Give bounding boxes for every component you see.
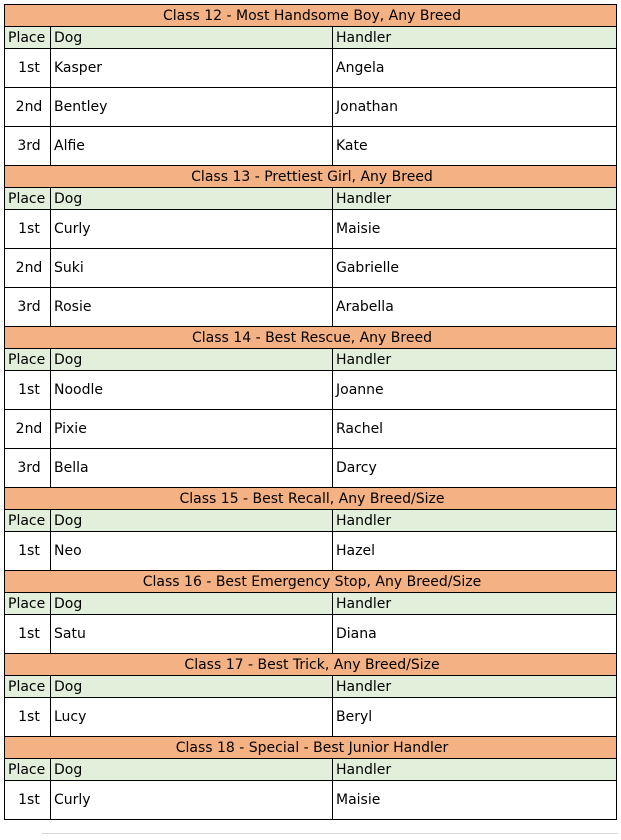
- handler-cell: Maisie: [333, 781, 617, 820]
- class-title-row: [5, 737, 617, 759]
- class-title-row: [5, 571, 617, 593]
- handler-header: Handler: [333, 759, 617, 781]
- class-title-row: [5, 488, 617, 510]
- place-cell: 1st: [5, 49, 51, 88]
- column-header-row: [5, 676, 617, 698]
- table-row: [5, 698, 617, 737]
- table-row: [5, 449, 617, 488]
- place-cell: 1st: [5, 371, 51, 410]
- results-table: [4, 4, 617, 820]
- dog-cell: Satu: [51, 615, 333, 654]
- handler-cell: Rachel: [333, 410, 617, 449]
- dog-cell: Suki: [51, 249, 333, 288]
- place-header: Place: [5, 349, 51, 371]
- table-row: [5, 615, 617, 654]
- place-header: Place: [5, 27, 51, 49]
- table-row: [5, 249, 617, 288]
- class-title: Class 14 - Best Rescue, Any Breed: [5, 327, 617, 349]
- place-cell: 1st: [5, 698, 51, 737]
- column-header-row: [5, 759, 617, 781]
- dog-cell: Curly: [51, 210, 333, 249]
- class-title: Class 15 - Best Recall, Any Breed/Size: [5, 488, 617, 510]
- table-row: [5, 127, 617, 166]
- handler-cell: Jonathan: [333, 88, 617, 127]
- column-header-row: [5, 510, 617, 532]
- place-cell: 1st: [5, 532, 51, 571]
- dog-header: Dog: [51, 349, 333, 371]
- table-row: [5, 532, 617, 571]
- class-title-row: [5, 166, 617, 188]
- column-header-row: [5, 593, 617, 615]
- class-title: Class 12 - Most Handsome Boy, Any Breed: [5, 5, 617, 27]
- dog-header: Dog: [51, 188, 333, 210]
- handler-header: Handler: [333, 349, 617, 371]
- class-title-row: [5, 5, 617, 27]
- table-row: [5, 288, 617, 327]
- class-title: Class 13 - Prettiest Girl, Any Breed: [5, 166, 617, 188]
- handler-cell: Joanne: [333, 371, 617, 410]
- dog-cell: Bella: [51, 449, 333, 488]
- handler-cell: Beryl: [333, 698, 617, 737]
- table-row: [5, 781, 617, 820]
- place-header: Place: [5, 676, 51, 698]
- handler-cell: Arabella: [333, 288, 617, 327]
- table-row: [5, 88, 617, 127]
- place-cell: 2nd: [5, 88, 51, 127]
- place-cell: 2nd: [5, 249, 51, 288]
- table-row: [5, 49, 617, 88]
- handler-header: Handler: [333, 593, 617, 615]
- handler-header: Handler: [333, 188, 617, 210]
- class-title: Class 18 - Special - Best Junior Handler: [5, 737, 617, 759]
- column-header-row: [5, 188, 617, 210]
- results-body: [5, 5, 617, 820]
- place-cell: 1st: [5, 210, 51, 249]
- place-cell: 1st: [5, 781, 51, 820]
- handler-cell: Kate: [333, 127, 617, 166]
- dog-cell: Noodle: [51, 371, 333, 410]
- table-row: [5, 371, 617, 410]
- place-cell: 3rd: [5, 449, 51, 488]
- dog-header: Dog: [51, 27, 333, 49]
- handler-cell: Hazel: [333, 532, 617, 571]
- dog-header: Dog: [51, 759, 333, 781]
- dog-cell: Alfie: [51, 127, 333, 166]
- dog-cell: Bentley: [51, 88, 333, 127]
- table-row: [5, 410, 617, 449]
- place-header: Place: [5, 593, 51, 615]
- class-title-row: [5, 327, 617, 349]
- bottom-rule: [42, 833, 618, 834]
- class-title: Class 16 - Best Emergency Stop, Any Breed/Size: [5, 571, 617, 593]
- handler-header: Handler: [333, 27, 617, 49]
- dog-header: Dog: [51, 593, 333, 615]
- place-cell: 3rd: [5, 127, 51, 166]
- handler-cell: Gabrielle: [333, 249, 617, 288]
- class-title: Class 17 - Best Trick, Any Breed/Size: [5, 654, 617, 676]
- place-header: Place: [5, 188, 51, 210]
- dog-cell: Pixie: [51, 410, 333, 449]
- handler-cell: Angela: [333, 49, 617, 88]
- class-title-row: [5, 654, 617, 676]
- dog-cell: Kasper: [51, 49, 333, 88]
- place-cell: 2nd: [5, 410, 51, 449]
- dog-cell: Rosie: [51, 288, 333, 327]
- handler-cell: Maisie: [333, 210, 617, 249]
- handler-cell: Diana: [333, 615, 617, 654]
- dog-cell: Lucy: [51, 698, 333, 737]
- dog-cell: Neo: [51, 532, 333, 571]
- place-cell: 1st: [5, 615, 51, 654]
- dog-header: Dog: [51, 676, 333, 698]
- column-header-row: [5, 349, 617, 371]
- handler-header: Handler: [333, 510, 617, 532]
- place-cell: 3rd: [5, 288, 51, 327]
- place-header: Place: [5, 510, 51, 532]
- table-row: [5, 210, 617, 249]
- dog-header: Dog: [51, 510, 333, 532]
- place-header: Place: [5, 759, 51, 781]
- handler-header: Handler: [333, 676, 617, 698]
- handler-cell: Darcy: [333, 449, 617, 488]
- dog-cell: Curly: [51, 781, 333, 820]
- column-header-row: [5, 27, 617, 49]
